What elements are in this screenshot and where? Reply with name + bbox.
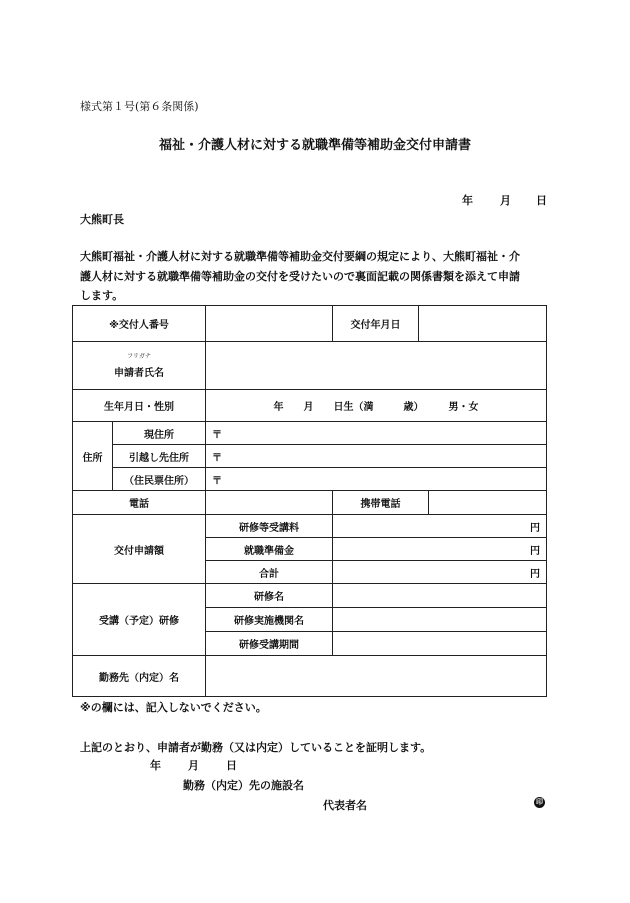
workplace-field[interactable] bbox=[206, 656, 547, 697]
training-name-label: 研修名 bbox=[206, 584, 333, 608]
job-prep-field[interactable]: 円 bbox=[333, 538, 547, 561]
certification-date bbox=[150, 757, 237, 773]
date-month-label: 月 bbox=[500, 194, 511, 207]
current-address-label: 現住所 bbox=[113, 422, 206, 445]
moving-address-label: 引越し先住所 bbox=[113, 445, 206, 468]
job-prep-label: 就職準備金 bbox=[206, 538, 333, 561]
grant-number-label: ※交付人番号 bbox=[73, 306, 206, 342]
intro-line: 大熊町福祉・介護人材に対する就職準備等補助金交付要綱の規定により、大熊町福祉・介 bbox=[80, 250, 520, 263]
applicant-name-field[interactable] bbox=[206, 342, 547, 390]
application-table bbox=[72, 305, 547, 697]
date-day-label: 日 bbox=[536, 194, 547, 207]
birth-gender-field[interactable]: 年 月 日生（満 歳） 男・女 bbox=[206, 390, 547, 422]
furigana-label: フリガナ bbox=[127, 352, 151, 360]
training-label: 受講（予定）研修 bbox=[73, 584, 206, 656]
date-year-label: 年 bbox=[462, 194, 473, 207]
training-period-label: 研修受講期間 bbox=[206, 632, 333, 656]
intro-line: 護人材に対する就職準備等補助金の交付を受けたいので裏面記載の関係書類を添えて申請 bbox=[80, 269, 520, 283]
intro-line: します。 bbox=[80, 289, 124, 302]
applicant-name-label: 申請者氏名 bbox=[114, 367, 164, 379]
moving-address-field[interactable]: 〒 bbox=[206, 445, 547, 468]
training-fee-label: 研修等受講料 bbox=[206, 515, 333, 538]
seal-icon: 印 bbox=[536, 798, 543, 806]
birth-gender-label: 生年月日・性別 bbox=[73, 390, 206, 422]
certification-text: 上記のとおり、申請者が勤務（又は内定）していることを証明します。 bbox=[80, 741, 432, 754]
facility-name-label: 勤務（内定）先の施設名 bbox=[183, 779, 304, 792]
intro-paragraph bbox=[80, 247, 550, 306]
date-month-label: 月 bbox=[188, 759, 199, 772]
training-name-field[interactable] bbox=[333, 584, 547, 608]
training-fee-field[interactable]: 円 bbox=[333, 515, 547, 538]
date-day-label: 日 bbox=[226, 759, 237, 772]
mobile-field[interactable] bbox=[429, 491, 547, 515]
current-address-field[interactable]: 〒 bbox=[206, 422, 547, 445]
phone-label: 電話 bbox=[73, 491, 206, 515]
total-field[interactable]: 円 bbox=[333, 561, 547, 584]
address-label: 住所 bbox=[73, 422, 113, 491]
grant-amount-label: 交付申請額 bbox=[73, 515, 206, 584]
addressee: 大熊町長 bbox=[80, 213, 124, 226]
form-number: 様式第１号(第６条関係) bbox=[80, 100, 199, 113]
total-label: 合計 bbox=[206, 561, 333, 584]
application-date bbox=[462, 192, 547, 208]
training-institution-field[interactable] bbox=[333, 608, 547, 632]
training-institution-label: 研修実施機関名 bbox=[206, 608, 333, 632]
resident-address-label: （住民票住所） bbox=[113, 468, 206, 491]
workplace-label: 勤務先（内定）名 bbox=[73, 656, 206, 697]
grant-date-field[interactable] bbox=[419, 306, 547, 342]
mobile-label: 携帯電話 bbox=[333, 491, 429, 515]
grant-number-field[interactable] bbox=[206, 306, 333, 342]
note-text: ※の欄には、記入しないでください。 bbox=[80, 701, 267, 714]
training-period-field[interactable] bbox=[333, 632, 547, 656]
grant-date-label: 交付年月日 bbox=[333, 306, 419, 342]
resident-address-field[interactable]: 〒 bbox=[206, 468, 547, 491]
representative-label: 代表者名 bbox=[323, 799, 367, 812]
date-year-label: 年 bbox=[150, 759, 161, 772]
phone-field[interactable] bbox=[206, 491, 333, 515]
applicant-name-label-cell bbox=[73, 342, 206, 390]
page-title: 福祉・介護人材に対する就職準備等補助金交付申請書 bbox=[158, 138, 471, 153]
